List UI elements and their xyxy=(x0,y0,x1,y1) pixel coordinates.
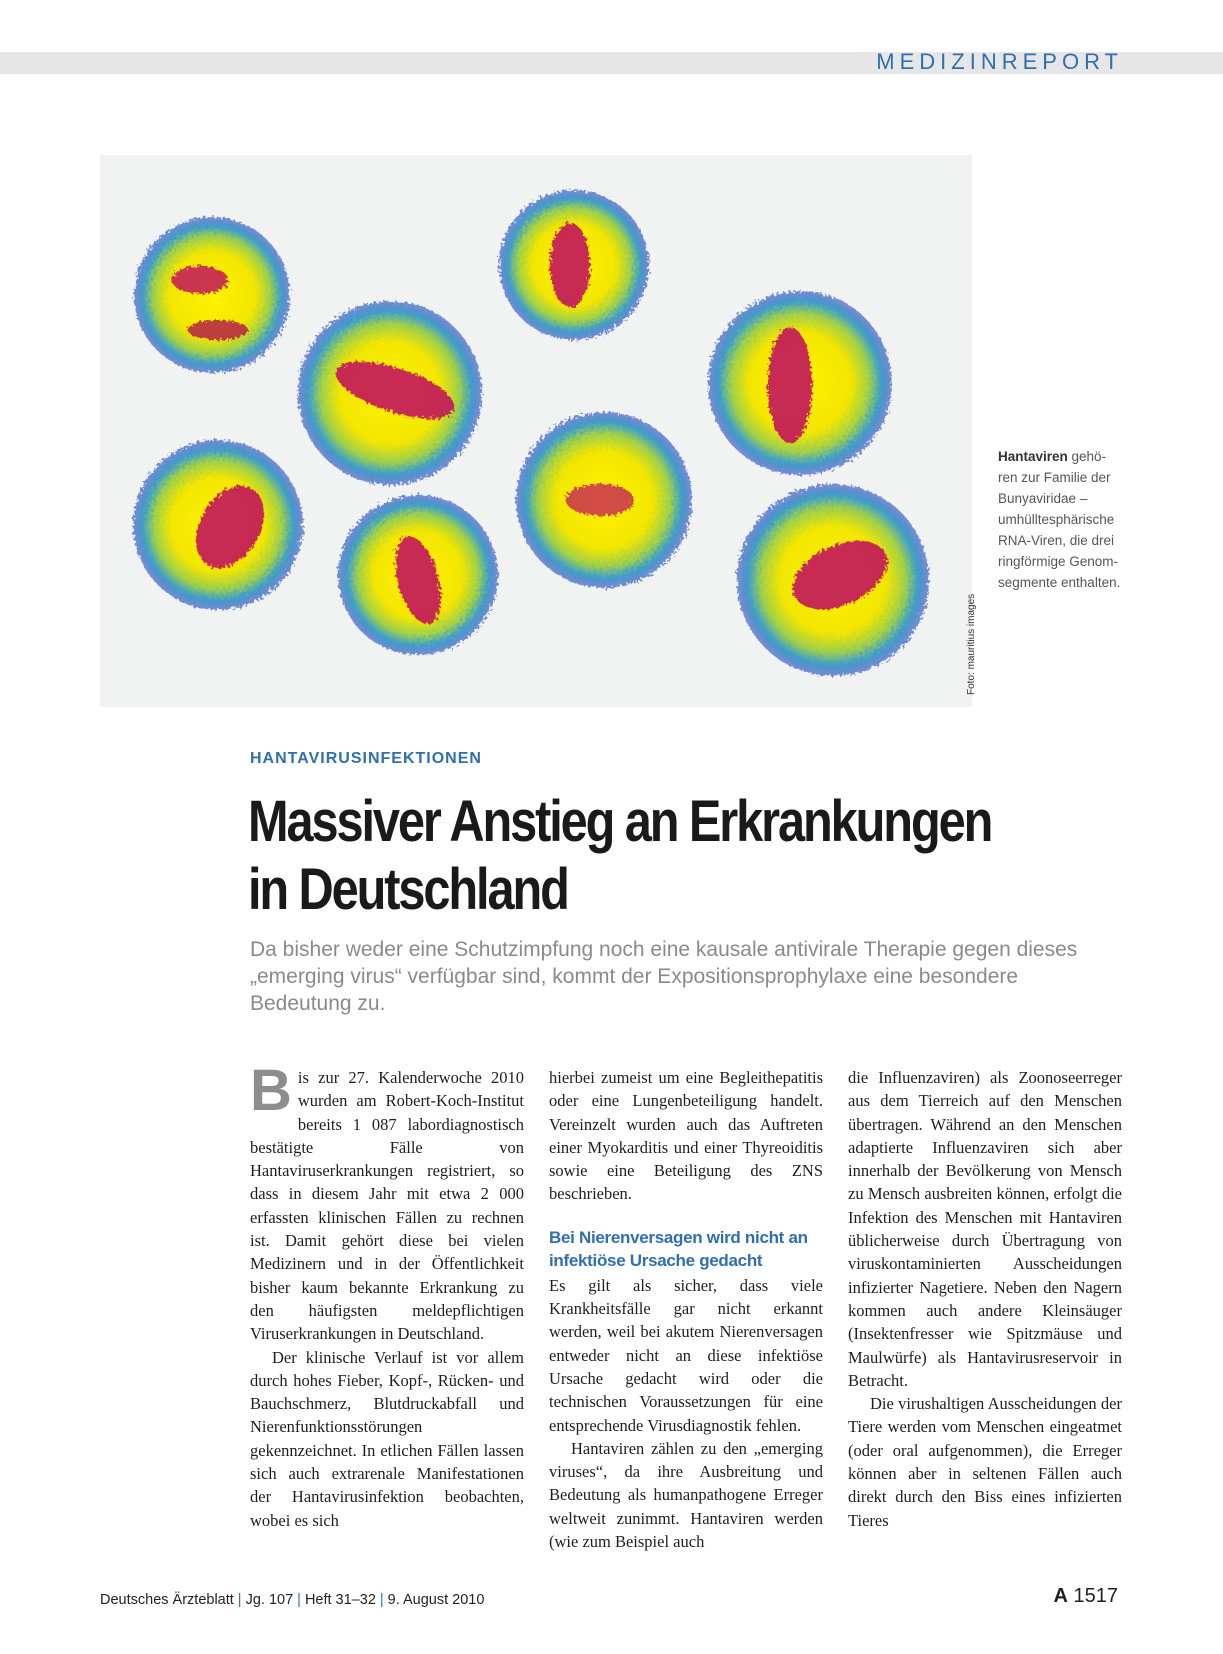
text-column-1 xyxy=(250,1058,524,1532)
paragraph: Der klinische Verlauf ist vor allem durch hohes Fieber, Kopf-, Rücken- und Bauchschmerz, Blutdruckabfall und Nierenfunktionsstörungen gekennzeichnet. In etlichen Fällen lassen sich auch extrarenale Manifestationen der Hantavirusinfektion beobachten, wobei es sich xyxy=(250,1347,524,1530)
paragraph: die Influenzaviren) als Zoonoseerreger aus dem Tierreich auf den Menschen übertragen. Während an den Menschen adaptierte Influenzaviren sich aber innerhalb der Bevölkerung von Mensch zu Mensch ausbreiten können, erfolgt die Infektion des Menschen mit Hantaviren üblicherweise durch Übertragung von viruskontaminierten Ausscheidungen infizierter Nagetiere. Neben den Nagern kommen auch andere Kleinsäuger (Insektenfresser wie Spitzmäuse und Maulwürfe) als Hantavirusreservoir in Betracht. xyxy=(848,1068,1122,1390)
caption-line: gehö- xyxy=(1067,449,1107,464)
figure-caption xyxy=(998,446,1130,593)
separator: | xyxy=(379,1592,384,1608)
journal-name: Deutsches Ärzteblatt xyxy=(100,1592,234,1608)
caption-line: ren zur Familie der xyxy=(998,470,1111,485)
issue-date: 9. August 2010 xyxy=(387,1592,485,1608)
caption-line: umhülltesphärische xyxy=(998,512,1115,527)
virion-5 xyxy=(133,440,303,610)
text-column-3 xyxy=(848,1066,1122,1532)
caption-bold: Hantaviren xyxy=(998,449,1068,464)
virion-4 xyxy=(708,291,892,475)
caption-line: ringförmige Genom- xyxy=(998,554,1119,569)
photo-credit: Foto: mauritius images xyxy=(966,593,977,695)
virion-8 xyxy=(737,484,929,676)
virus-photo xyxy=(100,155,972,707)
virion-2 xyxy=(499,190,649,340)
article-headline xyxy=(248,788,1088,924)
section-subhead: Bei Nierenversagen wird nicht an infektiöse Ursache gedacht xyxy=(549,1227,808,1270)
caption-line: segmente enthalten. xyxy=(998,575,1121,590)
text-column-2 xyxy=(549,1066,823,1553)
virion-6 xyxy=(516,412,692,588)
caption-line: Bunyaviridae – xyxy=(998,491,1088,506)
separator: | xyxy=(237,1592,242,1608)
paragraph: hierbei zumeist um eine Begleithepatitis oder eine Lungenbeteiligung handelt. Vereinzelt wurden auch das Auftreten einer Myokarditis und einer Thyreoiditis sowie eine Beteiligung des ZNS beschrieben. xyxy=(549,1068,823,1204)
separator: | xyxy=(297,1592,301,1608)
article-lede: Da bisher weder eine Schutzimpfung noch eine kausale antivirale Therapie gegen dieses „emerging virus“ verfügbar sind, kommt der Expositionsprophylaxe eine besondere Bedeutung zu. xyxy=(250,938,1078,1015)
paragraph: is zur 27. Kalenderwoche 2010 wurden am Robert-Koch-Institut bereits 1 087 labordiagnostisch bestätigte Fälle von Hantaviruserkrankungen registriert, so dass in diesem Jahr mit etwa 2 000 erfassten klinischen Fällen zu rechnen ist. Damit gehört diese bei vielen Medizinern und in der Öffentlichkeit bisher kaum bekannte Erkrankung zu den häufigsten meldepflichtigen Viruserkrankungen in Deutschland. xyxy=(250,1068,524,1344)
caption-line: RNA-Viren, die drei xyxy=(998,533,1115,548)
headline-line-1: Massiver Anstieg an Erkrankungen xyxy=(248,789,992,854)
virion-3 xyxy=(298,301,482,485)
footer-citation xyxy=(100,1592,484,1608)
article-kicker: HANTAVIRUSINFEKTIONEN xyxy=(250,750,482,767)
page-prefix: A xyxy=(1053,1585,1068,1607)
section-tag: MEDIZINREPORT xyxy=(876,49,1123,74)
page-number xyxy=(1053,1585,1118,1608)
paragraph: Es gilt als sicher, dass viele Krankheitsfälle gar nicht erkannt werden, weil bei akutem Nierenversagen entweder nicht an diese infektiöse Ursache gedacht wird oder die technischen Voraussetzungen für eine entsprechende Virusdiagnostik fehlen. xyxy=(549,1275,823,1435)
issue: Heft 31–32 xyxy=(304,1592,376,1608)
paragraph: Die virushaltigen Ausscheidungen der Tiere werden vom Menschen eingeatmet (oder oral aufgenommen), die Erreger können aber in seltenen Fällen auch direkt durch den Biss eines infizierten Tieres xyxy=(848,1394,1122,1530)
virion-7 xyxy=(338,495,498,655)
drop-cap: B xyxy=(250,1058,292,1123)
paragraph: Hantaviren zählen zu den „emerging viruses“, da ihre Ausbreitung und Bedeutung als humanpathogene Erreger weltweit zunimmt. Hantaviren werden (wie zum Beispiel auch xyxy=(549,1438,823,1552)
page-number-value: 1517 xyxy=(1073,1585,1118,1607)
headline-line-2: in Deutschland xyxy=(248,857,568,922)
volume: Jg. 107 xyxy=(245,1592,294,1608)
virion-1 xyxy=(134,217,290,373)
